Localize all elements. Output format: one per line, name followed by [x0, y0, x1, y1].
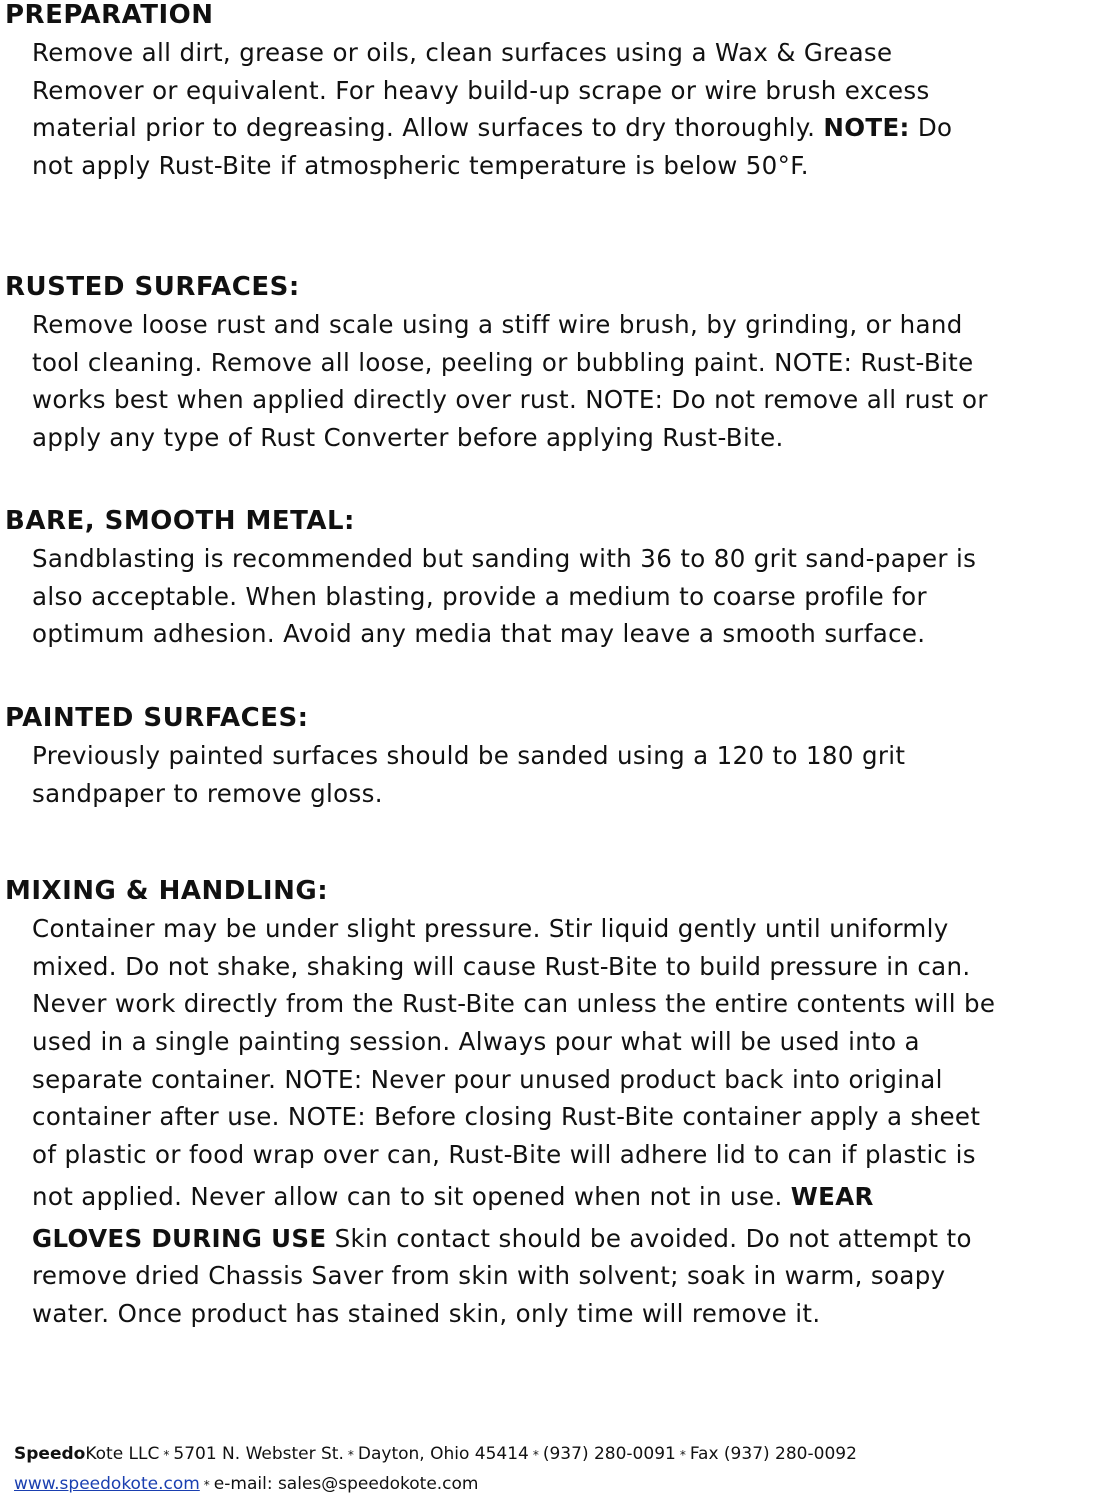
text-line: used in a single painting session. Always pour what will be used into a	[32, 1027, 920, 1057]
footer-city: Dayton, Ohio 45414	[357, 1444, 529, 1464]
section-body	[32, 910, 1100, 1333]
separator-icon: *	[532, 1448, 539, 1462]
gloves-label: GLOVES DURING USE	[32, 1223, 327, 1253]
text-line: works best when applied directly over rust. NOTE: Do not remove all rust or	[32, 385, 988, 415]
text-line: not applied. Never allow can to sit opened when not in use. WEAR	[32, 1181, 874, 1211]
footer-web-line	[14, 1473, 479, 1496]
text-line: Remove all dirt, grease or oils, clean surfaces using a Wax & Grease	[32, 38, 893, 67]
section-body	[32, 306, 1100, 457]
wear-label: WEAR	[790, 1181, 874, 1211]
text-line: of plastic or food wrap over can, Rust-Bite will adhere lid to can if plastic is	[32, 1140, 976, 1170]
footer-email: e-mail: sales@speedokote.com	[213, 1474, 479, 1494]
section-heading: PAINTED SURFACES:	[5, 703, 309, 733]
footer-address: 5701 N. Webster St.	[173, 1444, 344, 1464]
text-line: apply any type of Rust Converter before applying Rust-Bite.	[32, 423, 784, 453]
footer-phone: (937) 280-0091	[542, 1444, 676, 1464]
text-line: separate container. NOTE: Never pour unused product back into original	[32, 1064, 943, 1094]
text-line: remove dried Chassis Saver from skin with solvent; soak in warm, soapy	[32, 1261, 946, 1291]
text-line: Sandblasting is recommended but sanding with 36 to 80 grit sand-paper is	[32, 544, 977, 573]
text-line: mixed. Do not shake, shaking will cause Rust-Bite to build pressure in can.	[32, 951, 971, 981]
separator-icon: *	[679, 1448, 686, 1462]
text-line: Remover or equivalent. For heavy build-up scrape or wire brush excess	[32, 75, 930, 105]
note-label: NOTE:	[823, 113, 910, 143]
separator-icon: *	[203, 1478, 210, 1492]
section-body	[32, 34, 1100, 185]
brand-name-bold: Speedo	[14, 1444, 86, 1464]
text-line: also acceptable. When blasting, provide a medium to coarse profile for	[32, 581, 927, 611]
text-line: Container may be under slight pressure. Stir liquid gently until uniformly	[32, 914, 949, 943]
text-line: Never work directly from the Rust-Bite can unless the entire contents will be	[32, 989, 996, 1019]
text-line: Previously painted surfaces should be sanded using a 120 to 180 grit	[32, 741, 906, 770]
text-line: material prior to degreasing. Allow surfaces to dry thoroughly. NOTE: Do	[32, 113, 953, 143]
section-heading: BARE, SMOOTH METAL:	[5, 506, 355, 536]
text-line: water. Once product has stained skin, only time will remove it.	[32, 1298, 821, 1328]
text-line: sandpaper to remove gloss.	[32, 778, 383, 808]
footer-contact-line	[14, 1443, 857, 1466]
text-line: optimum adhesion. Avoid any media that may leave a smooth surface.	[32, 619, 926, 649]
text-line: not apply Rust-Bite if atmospheric temperature is below 50°F.	[32, 151, 809, 181]
text-line: Remove loose rust and scale using a stiff wire brush, by grinding, or hand	[32, 310, 963, 339]
section-heading: MIXING & HANDLING:	[5, 876, 329, 906]
text-line: GLOVES DURING USE Skin contact should be avoided. Do not attempt to	[32, 1223, 972, 1253]
text-line: container after use. NOTE: Before closing Rust-Bite container apply a sheet	[32, 1102, 981, 1132]
website-link[interactable]: www.speedokote.com	[14, 1474, 200, 1494]
section-heading: PREPARATION	[5, 0, 214, 30]
separator-icon: *	[163, 1448, 170, 1462]
footer-fax: Fax (937) 280-0092	[689, 1444, 857, 1464]
section-body	[32, 540, 1100, 653]
brand-name-rest: Kote LLC	[85, 1444, 160, 1464]
section-body	[32, 737, 1100, 812]
section-heading: RUSTED SURFACES:	[5, 272, 300, 302]
text-line: tool cleaning. Remove all loose, peeling or bubbling paint. NOTE: Rust-Bite	[32, 347, 974, 377]
separator-icon: *	[347, 1448, 354, 1462]
